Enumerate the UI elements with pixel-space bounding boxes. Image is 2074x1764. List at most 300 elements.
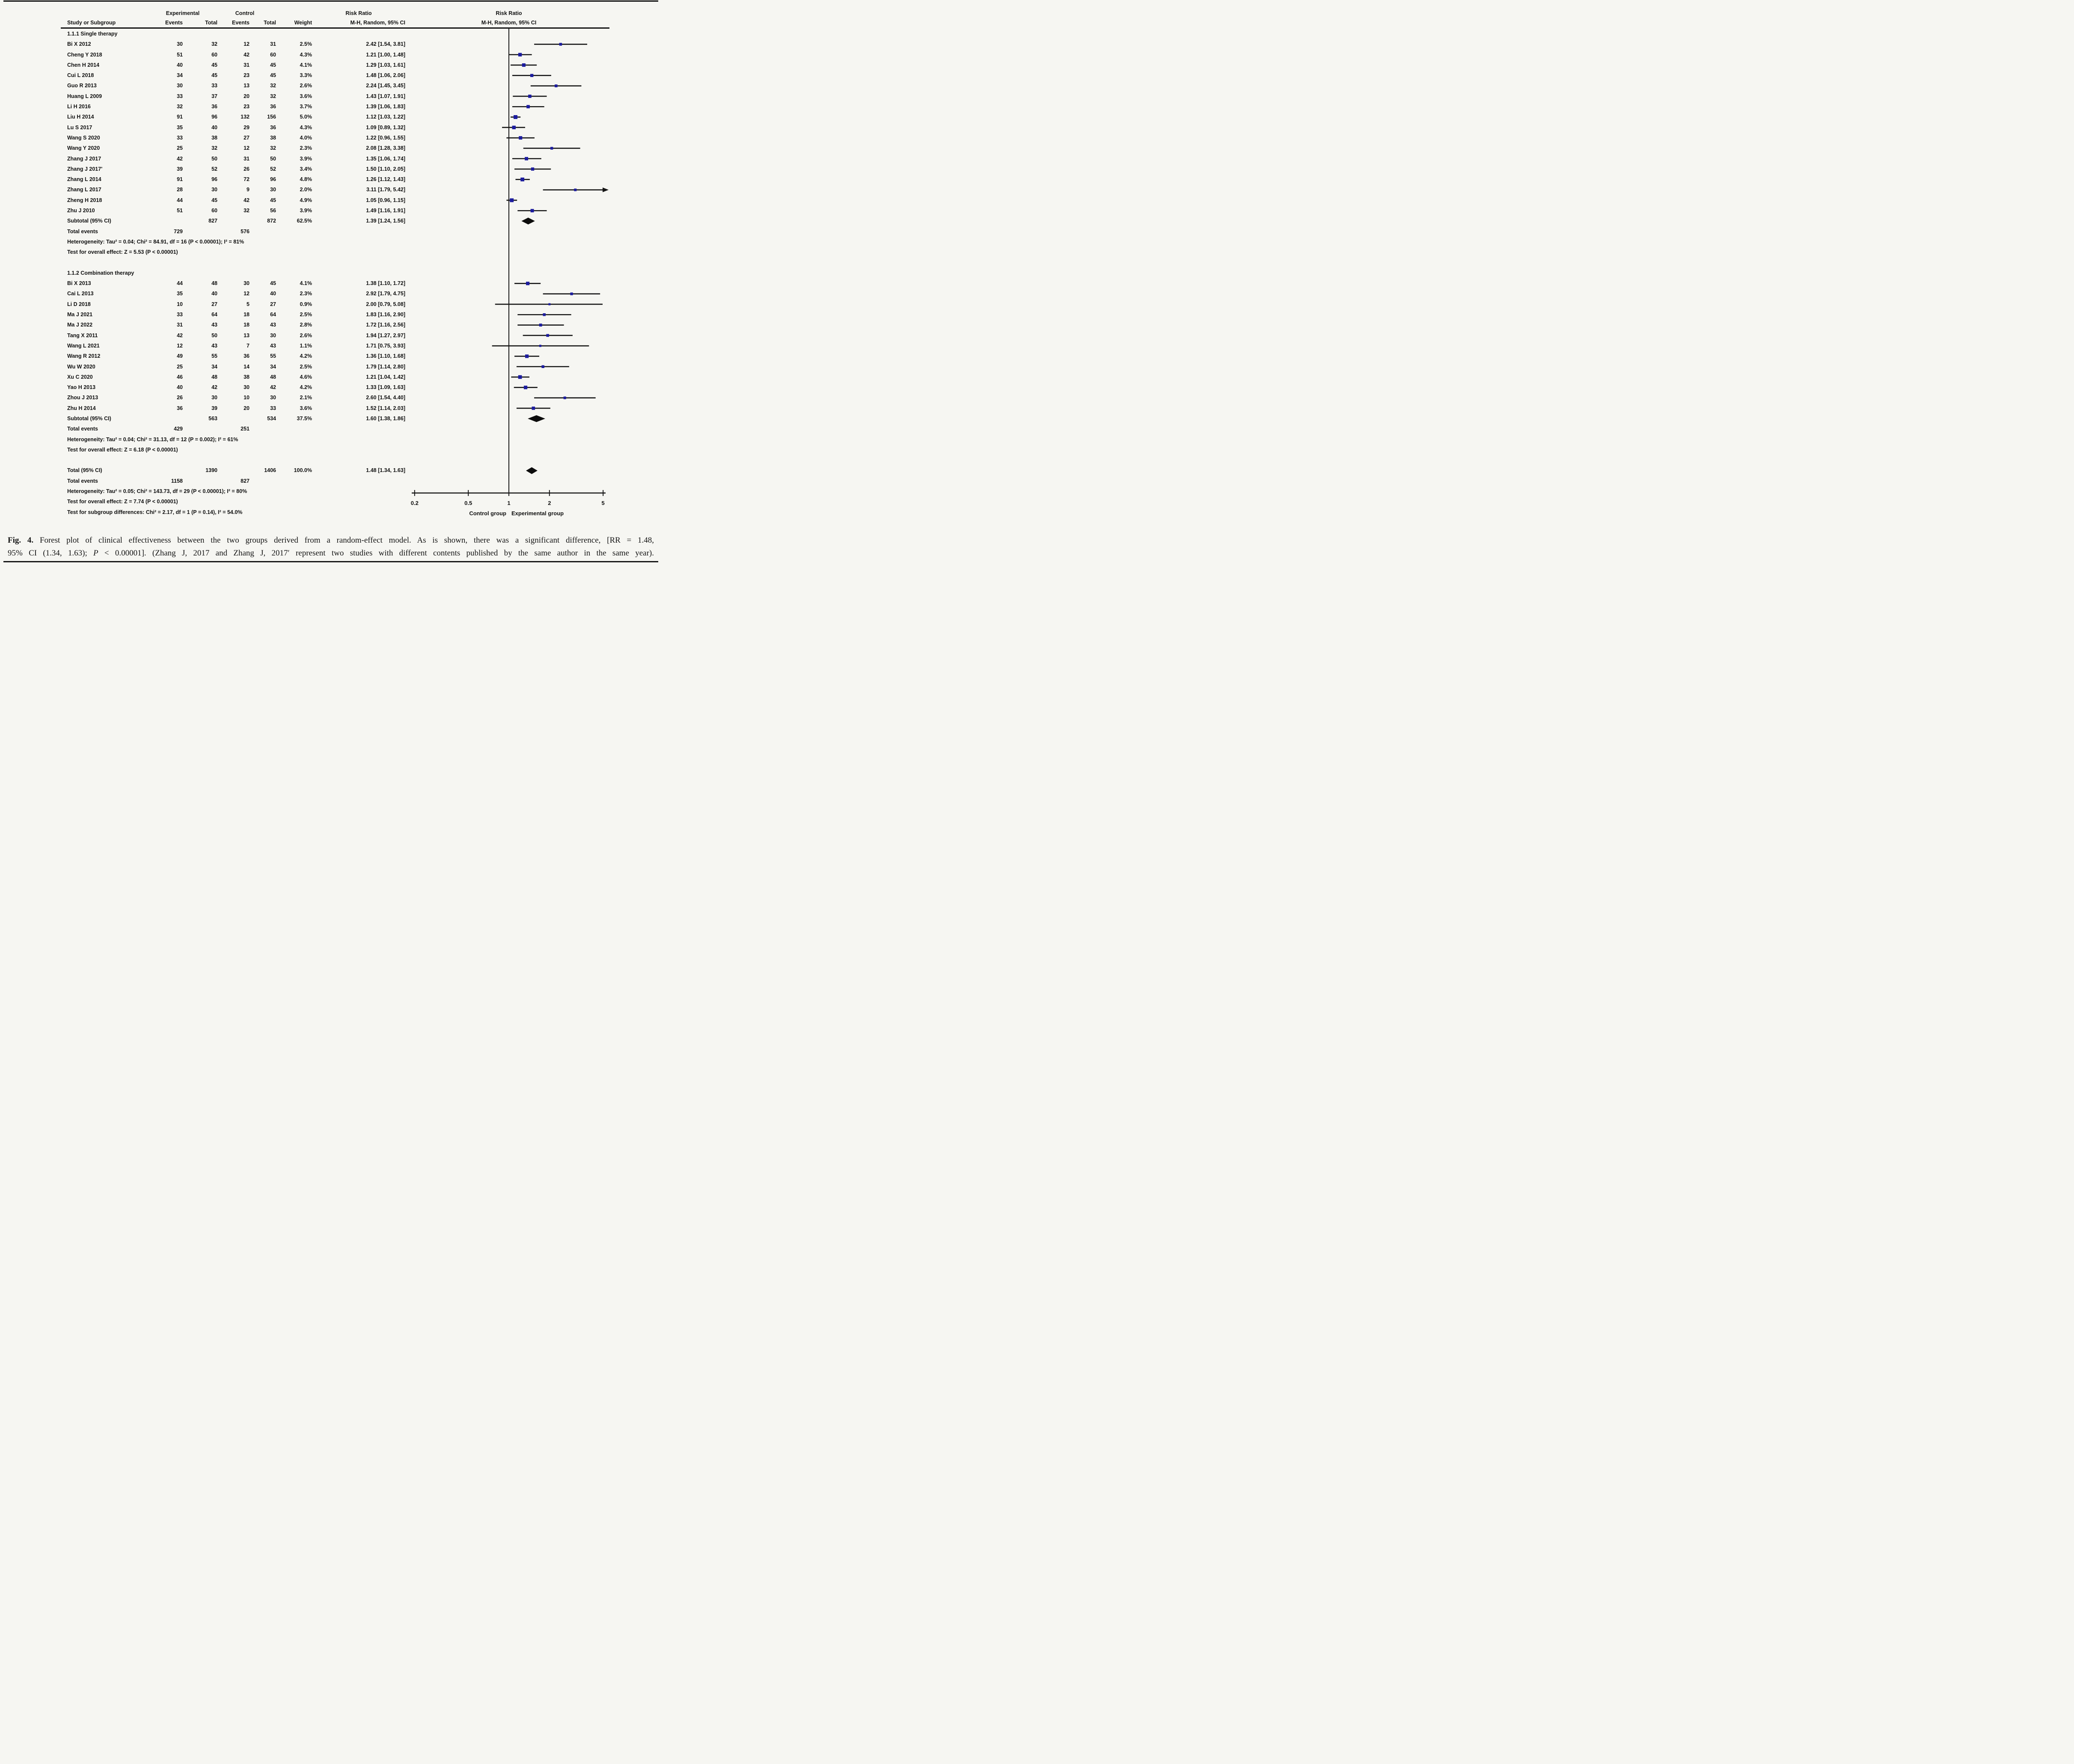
pooled-label: Subtotal (95% CI) [67,218,111,224]
overall-effect-row [0,496,662,507]
experimental-events-cell: 25 [177,363,183,370]
weight-cell: 4.2% [300,384,312,391]
control-events-cell: 30 [244,384,250,391]
weight-cell: 2.5% [300,41,312,48]
study-row [0,278,662,288]
control-total-cell: 45 [270,72,276,79]
subgroup-title: 1.1.2 Combination therapy [67,270,134,276]
experimental-events-cell: 49 [177,353,183,359]
control-total-cell: 30 [270,187,276,193]
experimental-events-cell: 34 [177,72,183,79]
forest-plot-figure [0,0,662,563]
experimental-events-cell: 32 [177,104,183,110]
experimental-total-cell: 52 [211,166,217,172]
experimental-total-cell: 40 [211,124,217,131]
study-row [0,70,662,80]
experimental-total-cell: 32 [211,145,217,151]
weight-cell: 100.0% [294,467,312,474]
study-name: Ma J 2022 [67,322,93,328]
experimental-total-cell: 45 [211,72,217,79]
risk-ratio-ci-cell: 1.83 [1.16, 2.90] [366,312,405,318]
total-events-row [0,226,662,237]
study-row [0,195,662,205]
study-name: Cai L 2013 [67,291,94,297]
weight-cell: 1.1% [300,342,312,349]
risk-ratio-ci-cell: 1.49 [1.16, 1.91] [366,208,405,214]
col-header-events-exp: Events [165,20,183,26]
study-name: Lu S 2017 [67,124,92,131]
pooled-label: Total (95% CI) [67,467,102,474]
study-name: Zhu H 2014 [67,405,96,411]
control-events-cell: 42 [244,197,250,203]
study-row [0,205,662,216]
study-name: Tang X 2011 [67,332,98,339]
study-name: Chen H 2014 [67,62,100,68]
control-events-cell: 13 [244,332,250,339]
axis-label-control: Control group [469,510,506,517]
weight-cell: 3.3% [300,72,312,79]
total-events-label: Total events [67,426,98,432]
pooled-label: Subtotal (95% CI) [67,415,111,422]
control-events-cell: 20 [244,93,250,99]
subgroup-differences-row [0,507,662,517]
study-row [0,184,662,195]
study-row [0,330,662,341]
experimental-total-cell: 27 [211,301,217,307]
weight-cell: 2.6% [300,332,312,339]
experimental-events-cell: 33 [177,312,183,318]
col-header-risk-ratio: Risk Ratio [345,10,372,16]
control-events-cell: 27 [244,134,250,141]
control-events-cell: 36 [244,353,250,359]
control-total-cell: 38 [270,134,276,141]
control-events-cell: 10 [244,395,250,401]
control-total-cell: 45 [270,280,276,287]
total-events-row [0,424,662,434]
control-events-cell: 30 [244,280,250,287]
control-events-cell: 12 [244,145,250,151]
experimental-events-cell: 91 [177,114,183,120]
weight-cell: 4.3% [300,124,312,131]
experimental-total-cell: 1390 [205,467,217,474]
axis-tick-label: 0.5 [464,500,472,506]
experimental-total-cell: 43 [211,322,217,328]
control-total-cell: 31 [270,41,276,48]
total-events-row [0,476,662,486]
overall-effect-row [0,247,662,257]
weight-cell: 3.9% [300,208,312,214]
control-total-cell: 872 [267,218,276,224]
study-row [0,288,662,299]
study-name: Cui L 2018 [67,72,94,79]
weight-cell: 3.9% [300,155,312,162]
study-name: Cheng Y 2018 [67,51,102,58]
study-name: Guo R 2013 [67,83,97,89]
risk-ratio-ci-cell: 2.24 [1.45, 3.45] [366,83,405,89]
control-events-cell: 42 [244,51,250,58]
control-total-cell: 32 [270,145,276,151]
heterogeneity-row [0,237,662,247]
control-events-cell: 827 [241,478,250,484]
risk-ratio-ci-cell: 1.43 [1.07, 1.91] [366,93,405,99]
study-name: Zhu J 2010 [67,208,95,214]
control-events-cell: 20 [244,405,250,411]
experimental-events-cell: 51 [177,51,183,58]
experimental-total-cell: 42 [211,384,217,391]
heterogeneity-row [0,434,662,445]
experimental-events-cell: 40 [177,62,183,68]
bottom-rule [3,561,658,562]
experimental-events-cell: 10 [177,301,183,307]
risk-ratio-ci-cell: 1.09 [0.89, 1.32] [366,124,405,131]
study-row [0,60,662,70]
study-name: Wang L 2021 [67,342,100,349]
top-rule [3,0,658,2]
study-row [0,80,662,91]
risk-ratio-ci-cell: 2.60 [1.54, 4.40] [366,395,405,401]
risk-ratio-ci-cell: 1.29 [1.03, 1.61] [366,62,405,68]
study-name: Yao H 2013 [67,384,96,391]
experimental-events-cell: 31 [177,322,183,328]
control-events-cell: 31 [244,155,250,162]
control-events-cell: 23 [244,72,250,79]
control-total-cell: 64 [270,312,276,318]
experimental-total-cell: 36 [211,104,217,110]
study-name: Liu H 2014 [67,114,94,120]
risk-ratio-ci-cell: 1.94 [1.27, 2.97] [366,332,405,339]
experimental-events-cell: 26 [177,395,183,401]
experimental-total-cell: 96 [211,176,217,183]
study-row [0,91,662,101]
control-events-cell: 31 [244,62,250,68]
control-total-cell: 33 [270,405,276,411]
control-events-cell: 38 [244,374,250,380]
weight-cell: 37.5% [297,415,312,422]
control-total-cell: 50 [270,155,276,162]
control-total-cell: 36 [270,104,276,110]
study-name: Huang L 2009 [67,93,102,99]
experimental-total-cell: 827 [208,218,217,224]
study-row [0,382,662,392]
experimental-events-cell: 39 [177,166,183,172]
risk-ratio-ci-cell: 2.00 [0.79, 5.08] [366,301,405,307]
study-name: Li D 2018 [67,301,91,307]
stat-text: Heterogeneity: Tau² = 0.04; Chi² = 31.13, df = 12 (P = 0.002); I² = 61% [67,436,238,442]
study-row [0,101,662,112]
experimental-events-cell: 46 [177,374,183,380]
risk-ratio-ci-cell: 1.71 [0.75, 3.93] [366,342,405,349]
experimental-total-cell: 563 [208,415,217,422]
experimental-events-cell: 30 [177,41,183,48]
experimental-total-cell: 32 [211,41,217,48]
study-name: Zhang J 2017 [67,155,101,162]
control-events-cell: 18 [244,322,250,328]
study-name: Wang Y 2020 [67,145,100,151]
control-total-cell: 36 [270,124,276,131]
experimental-events-cell: 33 [177,93,183,99]
control-total-cell: 45 [270,62,276,68]
risk-ratio-ci-cell: 1.39 [1.06, 1.83] [366,104,405,110]
heterogeneity-row [0,486,662,496]
experimental-total-cell: 39 [211,405,217,411]
risk-ratio-ci-cell: 1.48 [1.06, 2.06] [366,72,405,79]
total-events-label: Total events [67,228,98,235]
risk-ratio-ci-cell: 1.52 [1.14, 2.03] [366,405,405,411]
risk-ratio-ci-cell: 2.08 [1.28, 3.38] [366,145,405,151]
experimental-total-cell: 48 [211,280,217,287]
control-events-cell: 72 [244,176,250,183]
experimental-total-cell: 45 [211,62,217,68]
control-total-cell: 56 [270,208,276,214]
experimental-events-cell: 91 [177,176,183,183]
study-name: Wang S 2020 [67,134,100,141]
control-events-cell: 12 [244,291,250,297]
weight-cell: 4.8% [300,176,312,183]
experimental-events-cell: 44 [177,280,183,287]
study-row [0,112,662,122]
weight-cell: 3.6% [300,93,312,99]
control-total-cell: 48 [270,374,276,380]
figure-caption [8,534,654,560]
control-total-cell: 96 [270,176,276,183]
control-events-cell: 576 [241,228,250,235]
study-name: Ma J 2021 [67,312,93,318]
experimental-total-cell: 30 [211,187,217,193]
control-events-cell: 9 [247,187,250,193]
experimental-events-cell: 25 [177,145,183,151]
control-total-cell: 534 [267,415,276,422]
risk-ratio-ci-cell: 1.26 [1.12, 1.43] [366,176,405,183]
weight-cell: 2.1% [300,395,312,401]
study-row [0,372,662,382]
experimental-total-cell: 50 [211,332,217,339]
weight-cell: 4.3% [300,51,312,58]
weight-cell: 2.0% [300,187,312,193]
experimental-events-cell: 36 [177,405,183,411]
control-total-cell: 30 [270,332,276,339]
risk-ratio-ci-cell: 1.21 [1.00, 1.48] [366,51,405,58]
experimental-events-cell: 51 [177,208,183,214]
control-events-cell: 5 [247,301,250,307]
experimental-events-cell: 28 [177,187,183,193]
control-events-cell: 251 [241,426,250,432]
control-events-cell: 12 [244,41,250,48]
study-row [0,362,662,372]
risk-ratio-ci-cell: 3.11 [1.79, 5.42] [366,187,405,193]
risk-ratio-ci-cell: 1.12 [1.03, 1.22] [366,114,405,120]
weight-cell: 3.6% [300,405,312,411]
risk-ratio-ci-cell: 2.42 [1.54, 3.81] [366,41,405,48]
control-total-cell: 30 [270,395,276,401]
total-events-label: Total events [67,478,98,484]
study-name: Zhang L 2014 [67,176,101,183]
stat-text: Test for overall effect: Z = 7.74 (P < 0.00001) [67,499,178,505]
experimental-events-cell: 33 [177,134,183,141]
control-events-cell: 32 [244,208,250,214]
risk-ratio-ci-cell: 1.72 [1.16, 2.56] [366,322,405,328]
weight-cell: 2.6% [300,83,312,89]
study-name: Bi X 2012 [67,41,91,48]
weight-cell: 4.2% [300,353,312,359]
experimental-events-cell: 729 [174,228,183,235]
study-row [0,341,662,351]
col-header-control-group: Control [235,10,255,16]
experimental-total-cell: 48 [211,374,217,380]
control-total-cell: 32 [270,93,276,99]
weight-cell: 3.4% [300,166,312,172]
control-total-cell: 52 [270,166,276,172]
control-events-cell: 132 [241,114,250,120]
control-events-cell: 26 [244,166,250,172]
control-total-cell: 32 [270,83,276,89]
control-events-cell: 18 [244,312,250,318]
study-row [0,392,662,403]
axis-label-experimental: Experimental group [511,510,564,517]
spacer-row [0,455,662,465]
experimental-total-cell: 43 [211,342,217,349]
experimental-events-cell: 30 [177,83,183,89]
col-header-effect-ci: M-H, Random, 95% CI [350,20,405,26]
caption-line-1: Fig. 4. Forest plot of clinical effectiveness between the two groups derived from a random-effect model. As is shown, there was a significant difference, [RR = 1.48, [8,536,654,545]
risk-ratio-ci-cell: 1.39 [1.24, 1.56] [366,218,405,224]
axis-tick-label: 2 [548,500,551,506]
study-row [0,320,662,330]
weight-cell: 4.1% [300,62,312,68]
experimental-total-cell: 55 [211,353,217,359]
experimental-total-cell: 40 [211,291,217,297]
stat-text: Heterogeneity: Tau² = 0.05; Chi² = 143.73, df = 29 (P < 0.00001); I² = 80% [67,488,247,495]
weight-cell: 2.3% [300,291,312,297]
col-header-total-exp: Total [205,20,217,26]
study-row [0,351,662,361]
experimental-events-cell: 42 [177,332,183,339]
control-events-cell: 7 [247,342,250,349]
col-header-total-ctrl: Total [264,20,276,26]
risk-ratio-ci-cell: 1.22 [0.96, 1.55] [366,134,405,141]
control-total-cell: 45 [270,197,276,203]
stat-text: Test for overall effect: Z = 6.18 (P < 0.00001) [67,446,178,453]
study-name: Zhou J 2013 [67,395,98,401]
study-name: Xu C 2020 [67,374,93,380]
control-total-cell: 1406 [264,467,276,474]
control-total-cell: 43 [270,322,276,328]
subgroup-title: 1.1.1 Single therapy [67,31,118,37]
experimental-total-cell: 37 [211,93,217,99]
weight-cell: 4.1% [300,280,312,287]
control-total-cell: 43 [270,342,276,349]
axis-tick-label: 5 [601,500,605,506]
weight-cell: 2.5% [300,363,312,370]
stat-text: Test for overall effect: Z = 5.53 (P < 0.00001) [67,249,178,255]
control-total-cell: 55 [270,353,276,359]
study-row [0,299,662,309]
section-header-row [0,29,662,39]
subtotal-row [0,216,662,226]
weight-cell: 2.8% [300,322,312,328]
stat-text: Test for subgroup differences: Chi² = 2.17, df = 1 (P = 0.14), I² = 54.0% [67,509,243,515]
experimental-events-cell: 12 [177,342,183,349]
study-row [0,154,662,164]
overall-effect-row [0,445,662,455]
weight-cell: 62.5% [297,218,312,224]
experimental-total-cell: 64 [211,312,217,318]
study-row [0,143,662,153]
section-header-row [0,268,662,278]
spacer-row [0,258,662,268]
plot-header-risk-ratio: Risk Ratio [496,10,522,16]
study-row [0,309,662,320]
weight-cell: 2.3% [300,145,312,151]
risk-ratio-ci-cell: 1.48 [1.34, 1.63] [366,467,405,474]
experimental-events-cell: 1158 [171,478,183,484]
risk-ratio-ci-cell: 1.60 [1.38, 1.86] [366,415,405,422]
col-header-experimental-group: Experimental [166,10,200,16]
study-row [0,133,662,143]
study-row [0,122,662,133]
total-row [0,465,662,475]
experimental-total-cell: 96 [211,114,217,120]
axis-tick-label: 0.2 [410,500,419,506]
experimental-total-cell: 33 [211,83,217,89]
col-header-events-ctrl: Events [232,20,250,26]
risk-ratio-ci-cell: 1.21 [1.04, 1.42] [366,374,405,380]
experimental-total-cell: 60 [211,51,217,58]
control-events-cell: 14 [244,363,250,370]
risk-ratio-ci-cell: 1.05 [0.96, 1.15] [366,197,405,203]
control-total-cell: 27 [270,301,276,307]
weight-cell: 3.7% [300,104,312,110]
experimental-total-cell: 30 [211,395,217,401]
stat-text: Heterogeneity: Tau² = 0.04; Chi² = 84.91, df = 16 (P < 0.00001); I² = 81% [67,238,244,245]
study-name: Wu W 2020 [67,363,95,370]
risk-ratio-ci-cell: 1.79 [1.14, 2.80] [366,363,405,370]
study-row [0,164,662,174]
experimental-total-cell: 50 [211,155,217,162]
plot-header-effect-ci: M-H, Random, 95% CI [481,20,537,26]
study-name: Zhang J 2017' [67,166,103,172]
control-total-cell: 34 [270,363,276,370]
experimental-events-cell: 35 [177,124,183,131]
study-name: Bi X 2013 [67,280,91,287]
experimental-total-cell: 34 [211,363,217,370]
weight-cell: 5.0% [300,114,312,120]
study-row [0,403,662,413]
experimental-events-cell: 35 [177,291,183,297]
study-row [0,39,662,49]
weight-cell: 4.0% [300,134,312,141]
study-row [0,174,662,184]
experimental-events-cell: 42 [177,155,183,162]
risk-ratio-ci-cell: 1.36 [1.10, 1.68] [366,353,405,359]
weight-cell: 2.5% [300,312,312,318]
risk-ratio-ci-cell: 1.50 [1.10, 2.05] [366,166,405,172]
control-events-cell: 29 [244,124,250,131]
risk-ratio-ci-cell: 1.35 [1.06, 1.74] [366,155,405,162]
experimental-total-cell: 45 [211,197,217,203]
experimental-events-cell: 40 [177,384,183,391]
weight-cell: 0.9% [300,301,312,307]
control-events-cell: 13 [244,83,250,89]
study-name: Zheng H 2018 [67,197,102,203]
risk-ratio-ci-cell: 1.33 [1.09, 1.63] [366,384,405,391]
experimental-total-cell: 38 [211,134,217,141]
subtotal-row [0,413,662,424]
axis-tick-label: 1 [507,500,511,506]
experimental-events-cell: 429 [174,426,183,432]
risk-ratio-ci-cell: 2.92 [1.79, 4.75] [366,291,405,297]
experimental-events-cell: 44 [177,197,183,203]
control-total-cell: 40 [270,291,276,297]
